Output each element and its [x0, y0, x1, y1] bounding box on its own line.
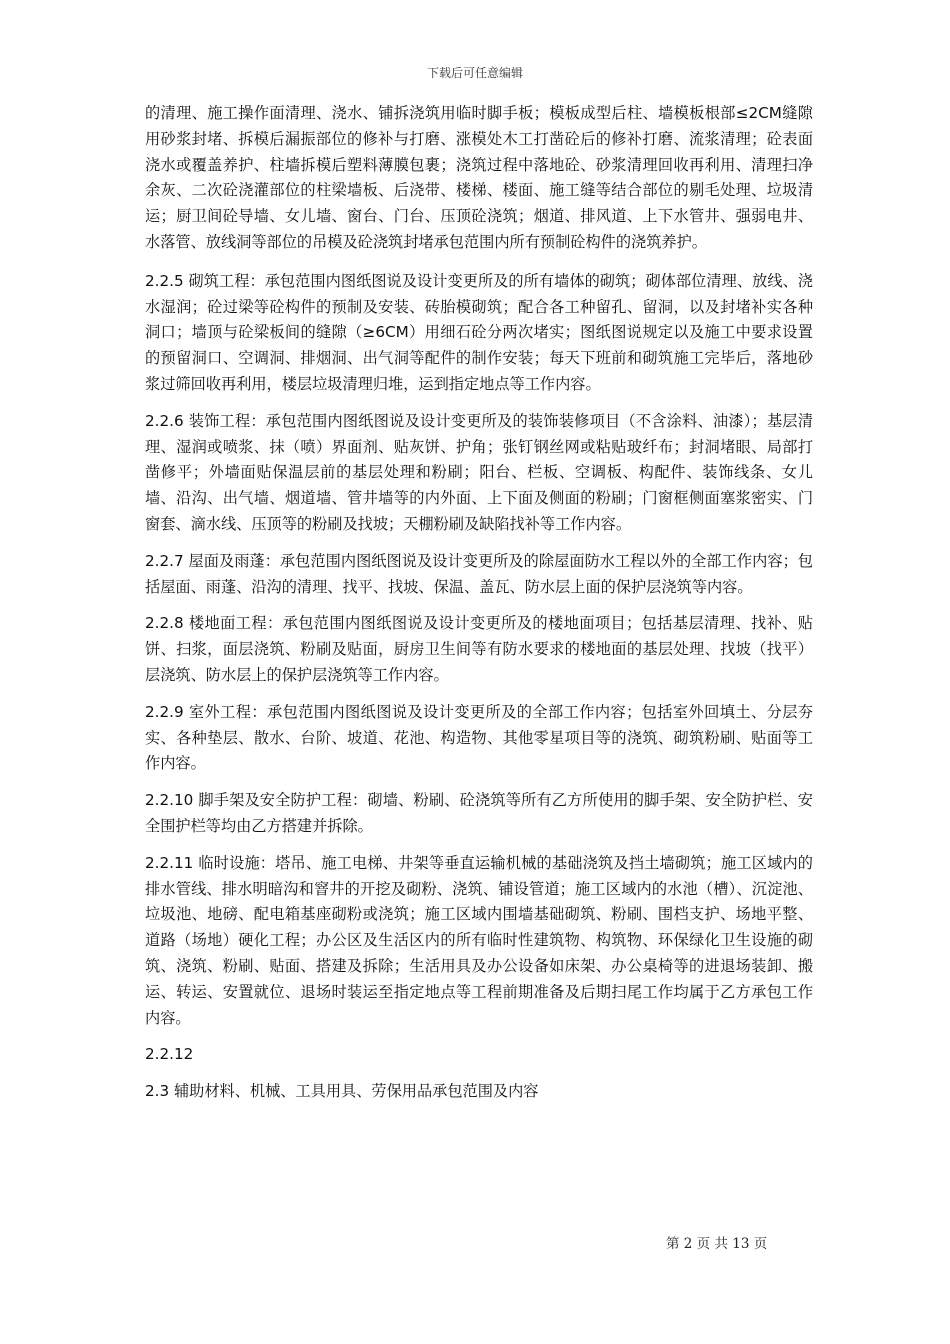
paragraph-2-2-12	[145, 1042, 813, 1068]
section-number: 2.2.6	[145, 411, 184, 430]
paragraph-text: 屋面及雨蓬：承包范围内图纸图说及设计变更所及的除屋面防水工程以外的全部工作内容；包括屋面、雨蓬、沿沟的清理、找平、找坡、保温、盖瓦、防水层上面的保护层浇筑等内容。	[145, 551, 813, 596]
section-number: 2.3	[145, 1082, 170, 1101]
paragraph-2-2-9	[145, 700, 813, 777]
paragraph-2-2-7	[145, 549, 813, 601]
paragraph-2-2-6	[145, 409, 813, 538]
paragraph-2-2-5	[145, 269, 813, 398]
paragraph-2-2-8	[145, 611, 813, 688]
document-body	[145, 101, 813, 1116]
paragraph-text: 脚手架及安全防护工程：砌墙、粉刷、砼浇筑等所有乙方所使用的脚手架、安全防护栏、安全围护栏等均由乙方搭建并拆除。	[145, 791, 813, 835]
paragraph-continuation	[145, 101, 813, 256]
paragraph-text: 的清理、施工操作面清理、浇水、铺拆浇筑用临时脚手板；模板成型后柱、墙模板根部≤2CM缝隙用砂浆封堵、拆模后漏振部位的修补与打磨、涨模处木工打凿砼后的修补打磨、流浆清理；砼表面浇水或覆盖养护、柱墙拆模后塑料薄膜包裹；浇筑过程中落地砼、砂浆清理回收再利用、清理扫净余灰、二次砼浇灌部位的柱梁墙板、后浇带、楼梯、楼面、施工缝等结合部位的剔毛处理、垃圾清运；厨卫间砼导墙、女儿墙、窗台、门台、压顶砼浇筑；烟道、排风道、上下水管井、强弱电井、水落管、放线洞等部位的吊模及砼浇筑封堵承包范围内所有预制砼构件的浇筑养护。	[145, 104, 813, 251]
section-number: 2.2.9	[145, 702, 184, 721]
paragraph-2-2-11	[145, 851, 813, 1032]
paragraph-2-2-10	[145, 788, 813, 840]
section-number: 2.2.10	[145, 791, 194, 810]
paragraph-text: 临时设施：塔吊、施工电梯、井架等垂直运输机械的基础浇筑及挡土墙砌筑；施工区域内的排水管线、排水明暗沟和窨井的开挖及砌粉、浇筑、铺设管道；施工区域内的水池（槽）、沉淀池、垃圾池、地磅、配电箱基座砌粉或浇筑；施工区域内围墙基础砌筑、粉刷、围档支护、场地平整、道路（场地）硬化工程；办公区及生活区内的所有临时性建筑物、构筑物、环保绿化卫生设施的砌筑、浇筑、粉刷、贴面、搭建及拆除；生活用具及办公设备如床架、办公桌椅等的进退场装卸、搬运、转运、安置就位、退场时装运至指定地点等工程前期准备及后期扫尾工作均属于乙方承包工作内容。	[145, 853, 813, 1027]
paragraph-text: 室外工程：承包范围内图纸图说及设计变更所及的全部工作内容；包括室外回填土、分层夯实、各种垫层、散水、台阶、坡道、花池、构造物、其他零星项目等的浇筑、砌筑粉刷、贴面等工作内容。	[145, 702, 813, 773]
paragraph-text: 辅助材料、机械、工具用具、劳保用品承包范围及内容	[169, 1082, 539, 1101]
page-header: 下载后可任意编辑	[426, 66, 523, 80]
paragraph-2-3	[145, 1079, 813, 1105]
section-number: 2.2.11	[145, 853, 194, 872]
paragraph-text: 装饰工程：承包范围内图纸图说及设计变更所及的装饰装修项目（不含涂料、油漆）；基层清理、湿润或喷浆、抹（喷）界面剂、贴灰饼、护角；张钉钢丝网或粘贴玻纤布；封洞堵眼、局部打凿修平；外墙面贴保温层前的基层处理和粉刷；阳台、栏板、空调板、构配件、装饰线条、女儿墙、沿沟、出气墙、烟道墙、管井墙等的内外面、上下面及侧面的粉刷；门窗框侧面塞浆密实、门窗套、滴水线、压顶等的粉刷及找坡；天棚粉刷及缺陷找补等工作内容。	[145, 411, 813, 533]
paragraph-text: 砌筑工程：承包范围内图纸图说及设计变更所及的所有墙体的砌筑；砌体部位清理、放线、浇水湿润；砼过梁等砼构件的预制及安装、砖胎模砌筑；配合各工种留孔、留洞，以及封堵补实各种洞口；墙顶与砼梁板间的缝隙（≥6CM）用细石砼分两次堵实；图纸图说规定以及施工中要求设置的预留洞口、空调洞、排烟洞、出气洞等配件的制作安装；每天下班前和砌筑施工完毕后，落地砂浆过筛回收再利用，楼层垃圾清理归堆，运到指定地点等工作内容。	[145, 271, 813, 393]
section-number: 2.2.12	[145, 1045, 194, 1064]
section-number: 2.2.7	[145, 551, 184, 570]
section-number: 2.2.5	[145, 271, 184, 290]
page-footer: 第 2 页 共 13 页	[666, 1236, 768, 1252]
paragraph-text: 楼地面工程：承包范围内图纸图说及设计变更所及的楼地面项目；包括基层清理、找补、贴饼、扫浆，面层浇筑、粉刷及贴面，厨房卫生间等有防水要求的楼地面的基层处理、找坡（找平）层浇筑、防水层上的保护层浇筑等工作内容。	[145, 614, 813, 684]
section-number: 2.2.8	[145, 614, 184, 633]
